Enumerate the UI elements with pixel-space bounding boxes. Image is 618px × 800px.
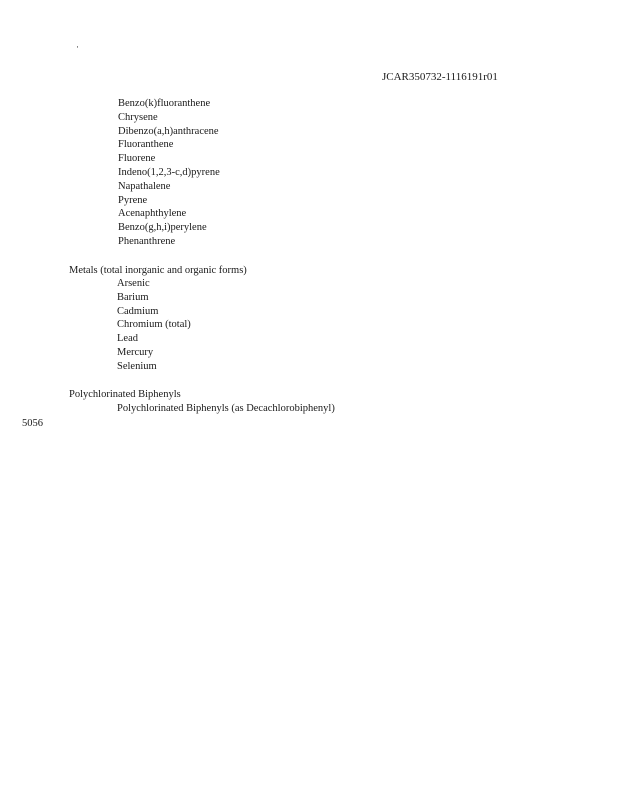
item-name: Phenanthrene xyxy=(118,235,176,247)
item-name: Lead xyxy=(117,333,138,345)
item-name: Arsenic xyxy=(117,278,150,289)
item-name: Cadmium xyxy=(117,305,159,317)
item-name: Pyrene xyxy=(118,194,148,206)
item-name: Indeno(1,2,3-c,d)pyrene xyxy=(118,166,220,178)
item-name: Dibenzo(a,h)anthracene xyxy=(118,125,219,137)
item-name: Acenaphthylene xyxy=(118,208,187,220)
item-name: Benzo(g,h,i)perylene xyxy=(118,222,207,234)
item-name: Fluorene xyxy=(118,153,156,165)
item-name: Polychlorinated Biphenyls (as Decachlorobiphenyl) xyxy=(117,403,335,414)
item-name: Chromium (total) xyxy=(117,319,191,331)
item-name: Selenium xyxy=(117,360,157,372)
metals-heading: Metals (total inorganic and organic forms) xyxy=(69,265,247,276)
pcb-heading: Polychlorinated Biphenyls xyxy=(69,389,181,400)
item-name: Mercury xyxy=(117,346,154,358)
page-number: 5056 xyxy=(22,418,43,429)
item-name: Napathalene xyxy=(118,180,171,192)
item-name: Barium xyxy=(117,291,149,303)
item-name: Chrysene xyxy=(118,111,158,123)
document-id: JCAR350732-1116191r01 xyxy=(382,71,498,83)
scan-speck: · xyxy=(76,42,79,52)
item-name: Fluoranthene xyxy=(118,139,174,151)
item-name: Benzo(k)fluoranthene xyxy=(118,98,211,109)
